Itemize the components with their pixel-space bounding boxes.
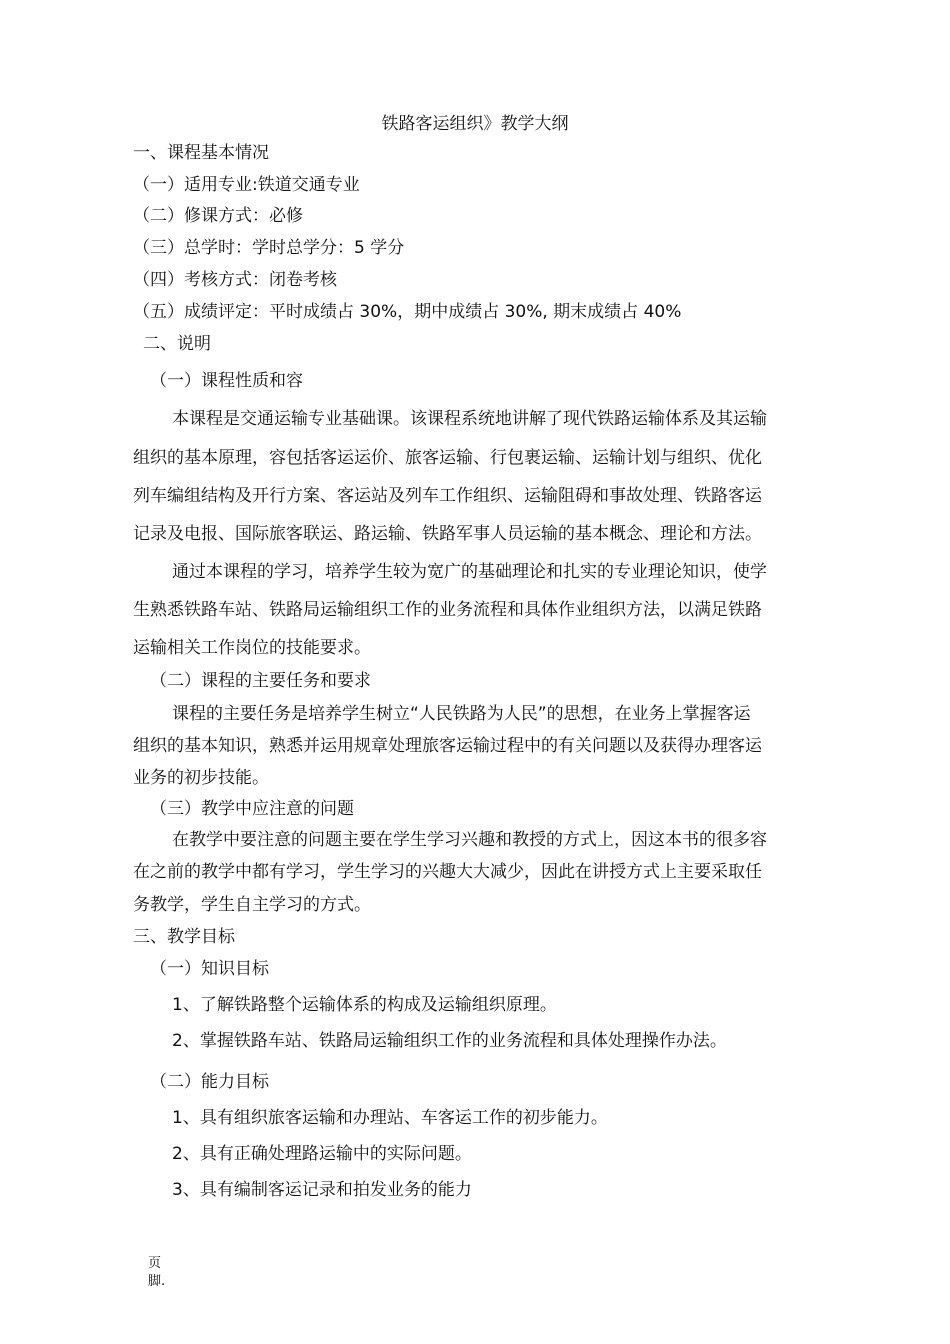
subsection-knowledge-goals: （一）知识目标 — [150, 959, 269, 979]
paragraph-line: 在教学中要注意的问题主要在学生学习兴趣和教授的方式上，因这本书的很多容 — [172, 830, 767, 850]
paragraph-line: 业务的初步技能。 — [133, 768, 269, 788]
ability-goal-2: 2、具有正确处理路运输中的实际问题。 — [172, 1144, 472, 1164]
subsection-teaching-notes: （三）教学中应注意的问题 — [150, 799, 354, 819]
paragraph-line: 务教学，学生自主学习的方式。 — [133, 895, 371, 915]
paragraph-line: 本课程是交通运输专业基础课。该课程系统地讲解了现代铁路运输体系及其运输 — [172, 409, 767, 429]
assessment-method: （四）考核方式：闭卷考核 — [133, 270, 337, 290]
footer-line-1: 页 — [148, 1256, 162, 1271]
paragraph-line: 组织的基本知识，熟悉并运用规章处理旅客运输过程中的有关问题以及获得办理客运 — [133, 736, 762, 756]
course-type: （二）修课方式：必修 — [133, 206, 303, 226]
paragraph-line: 在之前的教学中都有学习，学生学习的兴趣大大减少，因此在讲授方式上主要采取任 — [133, 862, 762, 882]
paragraph-line: 组织的基本原理，容包括客运运价、旅客运输、行包裹运输、运输计划与组织、优化 — [133, 448, 762, 468]
section-3-heading: 三、教学目标 — [133, 927, 235, 947]
total-hours: （三）总学时：学时总学分：5 学分 — [133, 238, 405, 258]
paragraph-line: 课程的主要任务是培养学生树立“人民铁路为人民”的思想，在业务上掌握客运 — [172, 704, 751, 724]
subsection-ability-goals: （二）能力目标 — [150, 1072, 269, 1092]
subsection-course-nature: （一）课程性质和容 — [150, 371, 303, 391]
paragraph-line: 通过本课程的学习，培养学生较为宽广的基础理论和扎实的专业理论知识，使学 — [172, 562, 767, 582]
paragraph-line: 列车编组结构及开行方案、客运站及列车工作组织、运输阻碍和事故处理、铁路客运 — [133, 486, 762, 506]
document-title: 铁路客运组织》教学大纲 — [381, 114, 569, 134]
section-1-heading: 一、课程基本情况 — [133, 143, 269, 163]
knowledge-goal-2: 2、掌握铁路车站、铁路局运输组织工作的业务流程和具体处理操作办法。 — [172, 1031, 727, 1051]
ability-goal-3: 3、具有编制客运记录和拍发业务的能力 — [172, 1180, 472, 1200]
paragraph-line: 生熟悉铁路车站、铁路局运输组织工作的业务流程和具体作业组织方法，以满足铁路 — [133, 600, 762, 620]
applicable-major: （一）适用专业:铁道交通专业 — [133, 175, 360, 195]
section-2-heading: 二、说明 — [143, 334, 211, 354]
ability-goal-1: 1、具有组织旅客运输和办理站、车客运工作的初步能力。 — [172, 1108, 608, 1128]
subsection-main-tasks: （二）课程的主要任务和要求 — [150, 671, 371, 691]
paragraph-line: 运输相关工作岗位的技能要求。 — [133, 638, 371, 658]
paragraph-line: 记录及电报、国际旅客联运、路运输、铁路军事人员运输的基本概念、理论和方法。 — [133, 524, 762, 544]
footer-line-2: 脚. — [148, 1274, 166, 1289]
knowledge-goal-1: 1、了解铁路整个运输体系的构成及运输组织原理。 — [172, 995, 557, 1015]
grading: （五）成绩评定：平时成绩占 30%，期中成绩占 30%, 期末成绩占 40% — [133, 302, 682, 322]
